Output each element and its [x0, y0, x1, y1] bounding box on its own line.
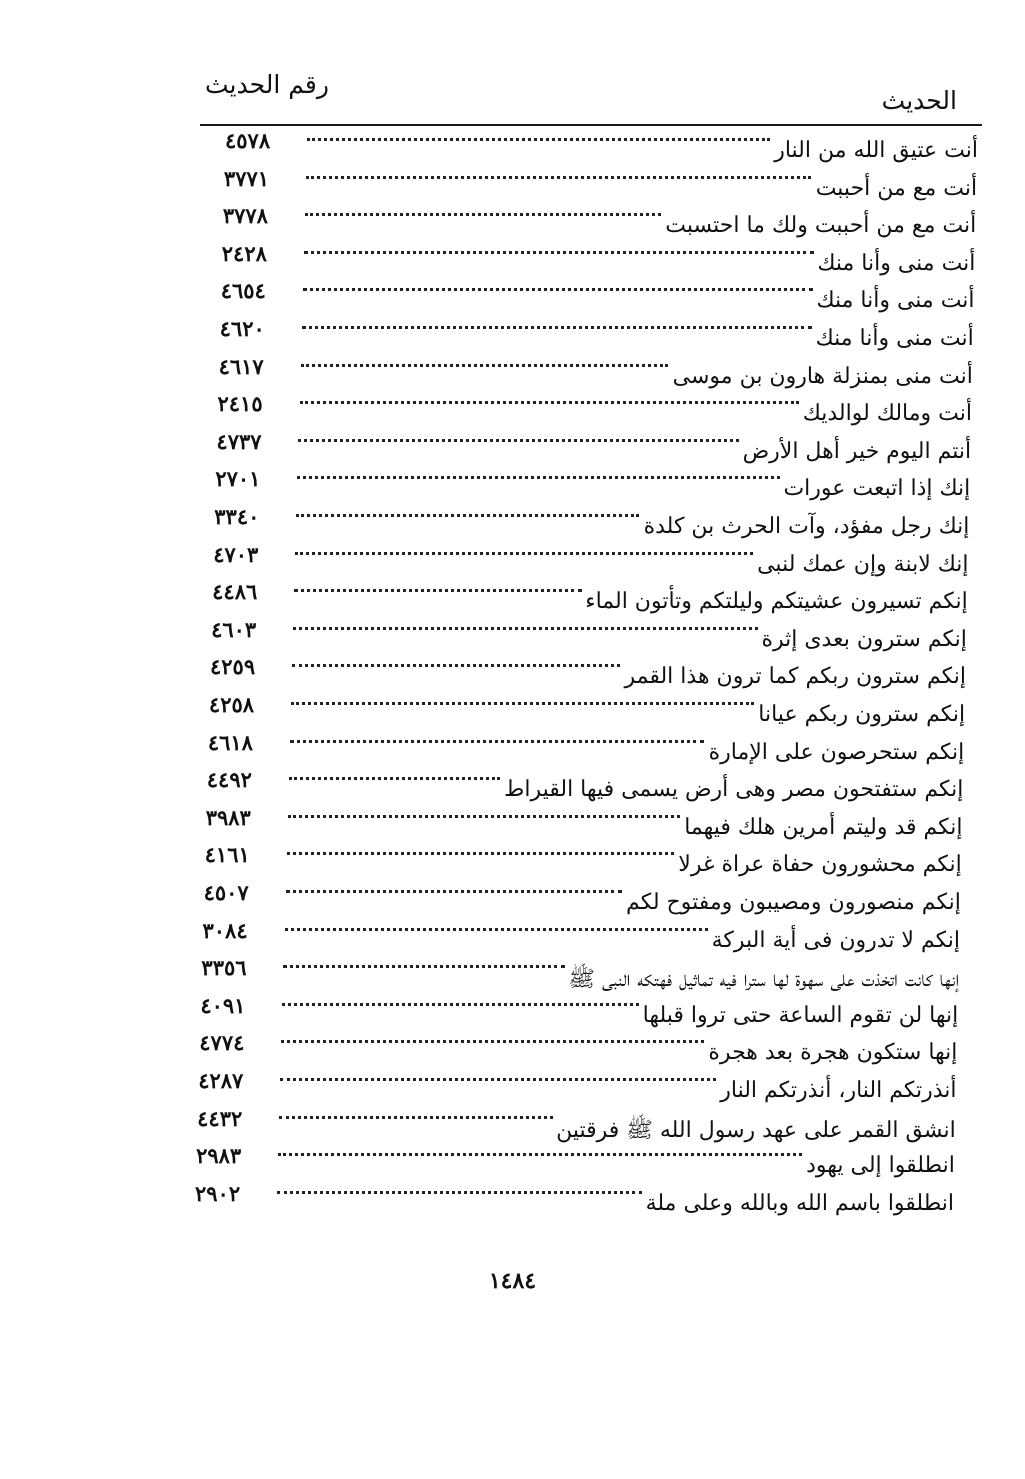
dot-leader — [304, 251, 814, 254]
dot-leader — [282, 1003, 638, 1006]
dot-leader — [293, 627, 758, 630]
dot-leader — [279, 1116, 552, 1119]
dot-leader — [289, 777, 501, 780]
hadith-number: ٤٧٠٣ — [213, 541, 259, 567]
list-item — [208, 692, 966, 734]
hadith-number: ٢٤٢٨ — [221, 240, 267, 266]
hadith-text: انطلقوا إلى يهود — [806, 1153, 955, 1179]
hadith-number: ٤٦٢٠ — [219, 316, 265, 341]
hadith-text: إنك إذا اتبعت عورات — [783, 476, 971, 502]
list-item — [202, 917, 961, 960]
hadith-number: ٤٧٧٤ — [199, 1030, 245, 1056]
hadith-text: إنكم لا تدرون فى أية البركة — [711, 927, 960, 953]
dot-leader — [278, 1153, 802, 1156]
hadith-number: ٤٤٣٢ — [197, 1105, 243, 1131]
hadith-text: إنها ستكون هجرة بعد هجرة — [708, 1040, 958, 1066]
hadith-number: ٤٢٨٧ — [198, 1068, 244, 1093]
dot-leader — [285, 928, 709, 931]
hadith-text: أنت مع من أحببت ولك ما احتسبت — [665, 213, 977, 239]
hadith-number: ٤٧٣٧ — [216, 428, 262, 454]
list-item — [210, 654, 966, 696]
list-item — [196, 1143, 955, 1185]
hadith-number: ٤٦٠٣ — [211, 616, 257, 642]
dot-leader — [283, 965, 564, 968]
list-item — [225, 128, 978, 170]
list-item — [217, 391, 973, 433]
list-item — [212, 579, 968, 621]
list-item — [218, 353, 973, 396]
hadith-text: إنكم سترون ربكم عيانا — [758, 702, 966, 727]
dot-leader — [305, 213, 661, 216]
list-item — [203, 880, 961, 922]
column-header-hadith-number: رقم الحديث — [205, 70, 329, 99]
hadith-text: إنها لن تقوم الساعة حتى تروا قبلها — [642, 1002, 959, 1028]
hadith-number: ٣٩٨٣ — [205, 804, 251, 830]
list-item — [215, 466, 971, 508]
hadith-number: ٤٦١٧ — [218, 353, 264, 379]
hadith-text: إنكم سترون بعدى إثرة — [761, 626, 967, 652]
dot-leader — [286, 890, 622, 893]
dot-leader — [301, 364, 669, 367]
hadith-text: إنكم منصورون ومصيبون ومفتوح لكم — [626, 890, 961, 915]
hadith-text: إنكم ستفتحون مصر وهى أرض يسمى فيها القيراط — [504, 777, 964, 803]
hadith-text: أنذرتكم النار، أنذرتكم النار — [720, 1078, 957, 1103]
dot-leader — [300, 401, 800, 404]
dot-leader — [290, 740, 704, 743]
hadith-text: أنت منى وأنا منك — [817, 250, 976, 276]
hadith-text: أنت ومالك لوالديك — [802, 401, 972, 427]
list-item — [205, 804, 963, 847]
column-header-hadith: الحديث — [881, 86, 957, 115]
dot-leader — [277, 1191, 642, 1194]
list-item — [221, 240, 976, 283]
hadith-text: انشق القمر على عهد رسول الله ﷺ فرقتين — [556, 1117, 956, 1143]
hadith-text: إنها كانت اتخذت على سهوة لها سترا فيه تماثيل فهتكه النبى ﷺ — [568, 967, 960, 993]
hadith-number: ٢٩٠٢ — [195, 1180, 241, 1206]
hadith-number: ٤٢٥٨ — [208, 692, 255, 717]
hadith-text: انطلقوا باسم الله وبالله وعلى ملة — [645, 1190, 954, 1216]
dot-leader — [298, 439, 738, 442]
list-item — [211, 616, 967, 659]
hadith-text: أنت مع من أحببت — [815, 175, 978, 201]
hadith-number: ٤٠٩١ — [200, 992, 246, 1018]
hadith-text: إنكم ستحرصون على الإمارة — [708, 739, 965, 765]
hadith-number: ٤٤٨٦ — [212, 579, 258, 605]
dot-leader — [288, 815, 681, 818]
hadith-number: ٣٧٧٨ — [222, 203, 268, 229]
list-item — [216, 428, 972, 471]
hadith-number: ٤٦١٨ — [207, 729, 253, 755]
dot-leader — [292, 664, 620, 667]
list-item — [197, 1105, 956, 1148]
hadith-text: إنكم محشورون حفاة عراة غرلا — [678, 852, 962, 878]
list-item — [220, 278, 975, 320]
hadith-number: ٢٤١٥ — [217, 391, 263, 417]
list-item — [207, 729, 965, 772]
list-item — [199, 1030, 958, 1072]
list-item — [206, 767, 964, 809]
hadith-text: إنكم قد وليتم أمرين هلك فيهما — [684, 814, 963, 840]
hadith-number: ٤١٦١ — [204, 842, 250, 868]
list-item — [195, 1180, 954, 1223]
dot-leader — [307, 138, 770, 141]
hadith-number: ٣٧٧١ — [223, 165, 270, 191]
list-item — [201, 955, 960, 997]
hadith-number: ٣٣٥٦ — [201, 955, 247, 981]
hadith-text: أنت منى وأنا منك — [815, 326, 974, 351]
dot-leader — [280, 1078, 716, 1081]
list-item — [204, 842, 962, 884]
dot-leader — [287, 852, 675, 855]
hadith-text: أنت عتيق الله من النار — [774, 138, 978, 163]
hadith-text: إنكم سترون ربكم كما ترون هذا القمر — [624, 664, 966, 690]
dot-leader — [296, 514, 639, 517]
hadith-text: إنك لابنة وإن عمك لنبى — [757, 551, 969, 577]
list-item — [213, 541, 969, 584]
hadith-number: ٤٤٩٢ — [206, 767, 252, 793]
hadith-text: إنكم تسيرون عشيتكم وليلتكم وتأتون الماء — [585, 589, 968, 615]
list-item — [219, 316, 974, 358]
hadith-number: ٢٩٨٣ — [196, 1143, 242, 1169]
dot-leader — [297, 476, 779, 479]
dot-leader — [291, 702, 754, 705]
dot-leader — [303, 288, 813, 291]
hadith-text: أنت منى بمنزلة هارون بن موسى — [672, 363, 973, 389]
hadith-number: ٤٥٧٨ — [225, 128, 271, 153]
dot-leader — [295, 552, 753, 555]
list-item — [214, 504, 970, 546]
hadith-number: ٤٥٠٧ — [203, 880, 249, 905]
dot-leader — [281, 1040, 704, 1043]
hadith-number: ٣٠٨٤ — [202, 917, 248, 943]
hadith-text: أنتم اليوم خير أهل الأرض — [742, 438, 972, 464]
list-item — [223, 165, 978, 208]
hadith-text: إنك رجل مفؤد، وآت الحرث بن كلدة — [643, 514, 970, 539]
dot-leader — [306, 176, 812, 179]
list-item — [222, 203, 977, 245]
list-item — [198, 1068, 957, 1110]
dot-leader — [294, 589, 582, 592]
list-item — [200, 992, 959, 1035]
page-number: ١٤٨٤ — [488, 1268, 537, 1294]
hadith-number: ٤٦٥٤ — [220, 278, 266, 304]
hadith-number: ٤٢٥٩ — [210, 654, 256, 680]
dot-leader — [302, 326, 812, 329]
hadith-text: أنت منى وأنا منك — [816, 288, 975, 314]
hadith-number: ٢٧٠١ — [215, 466, 261, 492]
hadith-number: ٣٣٤٠ — [214, 504, 260, 529]
